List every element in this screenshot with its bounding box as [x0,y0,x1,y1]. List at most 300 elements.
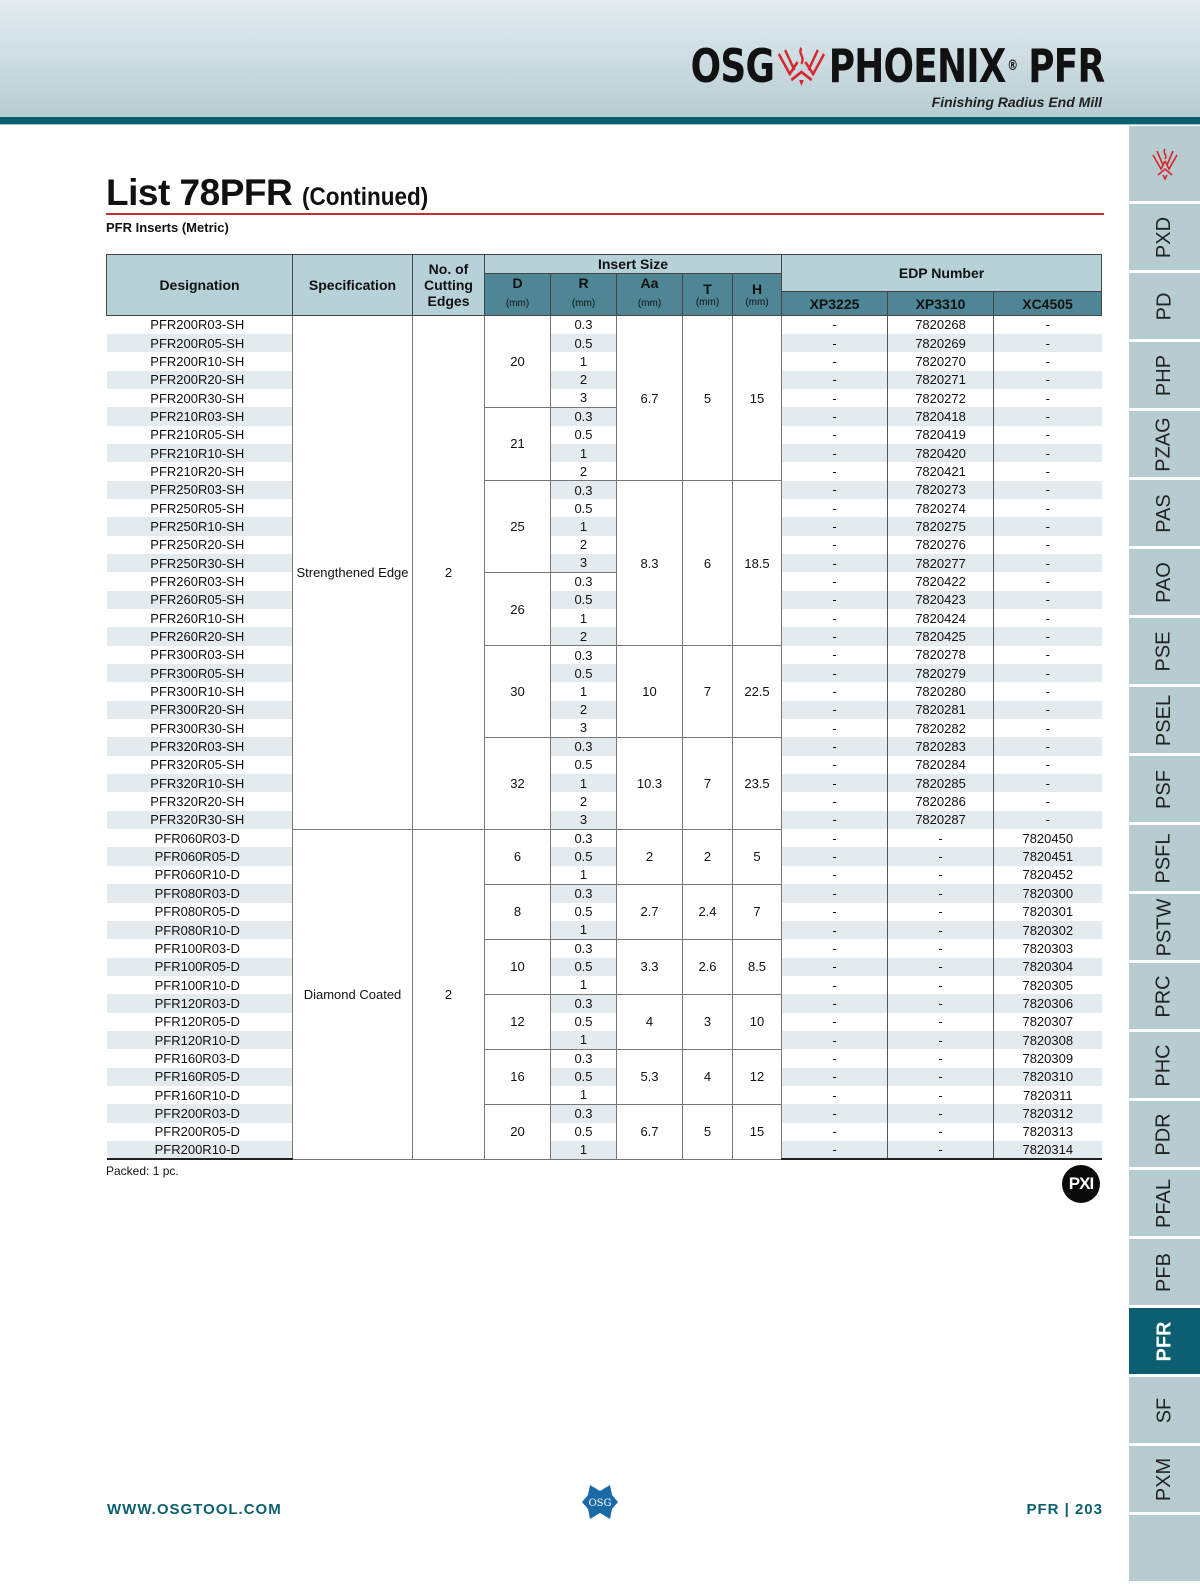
tab-label: PRC [1152,974,1175,1018]
edp-xp3310-cell: - [888,1123,994,1141]
col-edp-number: EDP Number [782,255,1102,292]
tab-pfr[interactable] [1129,1308,1200,1374]
h-cell: 18.5 [733,481,782,646]
t-cell: 5 [683,1104,733,1159]
designation-cell: PFR200R03-SH [150,317,245,333]
r-cell: 0.5 [551,664,617,682]
t-cell: 2 [683,829,733,884]
edp-xp3310-cell: 7820422 [888,572,994,590]
edp-xp3225-cell: - [782,756,888,774]
edp-xp3225-cell: - [782,921,888,939]
edp-xp3225-cell: - [782,1104,888,1122]
r-cell: 0.5 [551,591,617,609]
tab-sf[interactable] [1129,1377,1200,1443]
r-cell: 2 [551,536,617,554]
edp-xp3310-cell: 7820275 [888,517,994,535]
edp-xc4505-cell: 7820304 [994,958,1102,976]
r-cell: 1 [551,921,617,939]
table-row [107,1013,1102,1031]
designation-cell: PFR300R03-SH [150,647,245,663]
table-row [107,701,1102,719]
designation-cell: PFR320R20-SH [150,794,245,810]
edp-xc4505-cell: - [994,627,1102,645]
r-cell: 0.3 [551,939,617,957]
table-row [107,903,1102,921]
r-cell: 0.3 [551,407,617,425]
edp-xp3225-cell: - [782,517,888,535]
t-cell: 3 [683,994,733,1049]
edp-xp3225-cell: - [782,847,888,865]
edp-xc4505-cell: 7820307 [1022,1014,1074,1030]
footer-url[interactable]: WWW.OSGTOOL.COM [107,1501,282,1518]
tab-label: PFR [1153,1321,1175,1361]
table-row [107,536,1102,554]
d-cell: 10 [485,939,551,994]
tab-psel[interactable] [1129,687,1200,753]
table-row [107,591,1102,609]
edp-xp3225-cell: - [782,829,888,847]
edp-xp3225-cell: - [782,444,888,462]
edp-xp3310-cell: 7820278 [888,646,994,664]
designation-cell: PFR210R05-SH [150,427,245,443]
edp-xc4505-cell: - [1045,537,1050,553]
d-cell: 21 [485,407,551,480]
designation-cell: PFR080R05-D [154,904,240,920]
edp-xp3310-cell: - [888,1013,994,1031]
edp-xc4505-cell: 7820305 [1022,977,1074,993]
designation-cell: PFR250R20-SH [150,537,245,553]
edp-xc4505-cell: - [1045,390,1050,406]
edp-xp3225-cell: - [782,572,888,590]
h-cell: 12 [733,1049,782,1104]
aa-cell: 4 [617,994,683,1049]
table-row [107,1031,1102,1049]
edp-xp3310-cell: 7820270 [888,352,994,370]
tab-pfal[interactable] [1129,1170,1200,1236]
designation-cell: PFR260R03-SH [150,573,245,589]
edp-xc4505-cell: 7820306 [994,994,1102,1012]
r-cell: 3 [551,554,617,572]
phoenix-logo-icon [1150,147,1180,181]
edp-xp3225-cell: - [782,1068,888,1086]
col-d-unit: (mm) [485,292,551,316]
r-cell: 0.5 [551,499,617,517]
designation-cell: PFR260R10-SH [150,610,245,626]
edp-xp3310-cell: - [888,939,994,957]
tab-prc[interactable] [1129,963,1200,1029]
table-row [107,389,1102,407]
table-row [107,627,1102,645]
table-subheading: PFR Inserts (Metric) [106,220,229,235]
col-xp3225: XP3225 [782,292,888,316]
edp-xp3310-cell: 7820281 [888,701,994,719]
edp-xc4505-cell: - [994,481,1102,499]
table-row [107,499,1102,517]
r-cell: 0.3 [551,481,617,499]
col-xp3310: XP3310 [888,292,994,316]
r-cell: 1 [551,1031,617,1049]
tab-pxd[interactable] [1129,204,1200,270]
cutting-edges-cell: 2 [413,316,485,830]
edp-xp3310-cell: - [888,866,994,884]
svg-text:OSG: OSG [588,1498,612,1509]
r-cell: 0.3 [551,994,617,1012]
r-cell: 1 [551,352,617,370]
edp-xp3225-cell: - [782,939,888,957]
r-cell: 0.3 [551,316,617,334]
edp-xp3225-cell: - [782,1123,888,1141]
tab-label: PD [1152,292,1175,320]
edp-xp3225-cell: - [782,1049,888,1067]
edp-xp3310-cell: 7820423 [888,591,994,609]
edp-xp3225-cell: - [782,811,888,829]
edp-xp3310-cell: 7820424 [888,609,994,627]
edp-xp3310-cell: - [888,1086,994,1104]
tab-label: SF [1153,1397,1175,1423]
edp-xp3310-cell: - [888,976,994,994]
tab-label: PSEL [1153,694,1175,746]
tab-label: PAS [1152,493,1175,533]
r-cell: 2 [551,627,617,645]
tab-phc[interactable] [1129,1032,1200,1098]
r-cell: 1 [551,517,617,535]
edp-xc4505-cell: - [994,334,1102,352]
col-insert-size: Insert Size [485,255,782,274]
edp-xc4505-cell: 7820314 [994,1141,1102,1159]
designation-cell: PFR080R03-D [107,884,293,902]
designation-cell: PFR200R10-SH [150,353,245,369]
edp-xc4505-cell: 7820309 [1022,1050,1074,1066]
col-h [733,274,782,316]
designation-cell: PFR300R30-SH [150,720,245,736]
tab-pse[interactable] [1129,618,1200,684]
edp-xp3225-cell: - [782,609,888,627]
edp-xp3225-cell: - [782,627,888,645]
tab-label: PSF [1153,769,1175,809]
r-cell: 3 [551,811,617,829]
designation-cell: PFR160R05-D [107,1068,293,1086]
tab-label: PSE [1153,630,1175,672]
h-cell: 23.5 [733,737,782,829]
d-cell: 8 [485,884,551,939]
t-cell: 4 [683,1049,733,1104]
tab-pdr[interactable] [1129,1101,1200,1167]
designation-cell: PFR300R20-SH [107,701,293,719]
tab-psfl[interactable] [1129,825,1200,891]
edp-xc4505-cell: - [994,664,1102,682]
edp-xc4505-cell: 7820301 [1022,904,1074,920]
r-cell: 0.3 [551,829,617,847]
tab-blank[interactable] [1129,1515,1200,1581]
edp-xp3310-cell: 7820272 [888,389,994,407]
edp-xp3310-cell: 7820418 [888,407,994,425]
table-row [107,737,1102,755]
edp-xc4505-cell: - [1045,794,1050,810]
edp-xc4505-cell: 7820300 [994,884,1102,902]
edp-xp3225-cell: - [782,334,888,352]
edp-xc4505-cell: - [1045,427,1050,443]
table-row [107,664,1102,682]
table-row [107,407,1102,425]
r-cell: 2 [551,792,617,810]
t-cell: 7 [683,646,733,738]
r-cell: 1 [551,1141,617,1159]
edp-xp3225-cell: - [782,903,888,921]
edp-xc4505-cell: 7820450 [1022,830,1074,846]
col-cutting-edges: No. of Cutting Edges [413,255,485,316]
tab-pas[interactable] [1129,480,1200,546]
col-d: D [485,274,551,292]
edp-xp3310-cell: 7820421 [888,462,994,480]
edp-xp3310-cell: - [888,921,994,939]
packed-note: Packed: 1 pc. [106,1164,179,1178]
edp-xc4505-cell: 7820308 [994,1031,1102,1049]
edp-xp3310-cell: 7820279 [888,664,994,682]
tab-label: PZAG [1152,416,1175,472]
designation-cell: PFR320R30-SH [107,811,293,829]
r-cell: 1 [551,444,617,462]
page-title [106,172,442,214]
designation-cell: PFR250R10-SH [107,517,293,535]
designation-cell: PFR320R10-SH [107,774,293,792]
designation-cell: PFR200R10-D [107,1141,293,1159]
col-aa-unit: (mm) [617,292,683,316]
table-row [107,774,1102,792]
tab-php[interactable] [1129,342,1200,408]
r-cell: 0.3 [551,1049,617,1067]
table-row [107,334,1102,352]
edp-xc4505-cell: 7820313 [1022,1124,1074,1140]
edp-xp3310-cell: - [888,829,994,847]
edp-xp3225-cell: - [782,682,888,700]
designation-cell: PFR250R05-SH [150,500,245,516]
edp-xp3225-cell: - [782,994,888,1012]
edp-xc4505-cell: 7820311 [1022,1087,1073,1103]
edp-xp3310-cell: - [888,994,994,1012]
t-cell: 2.6 [683,939,733,994]
r-cell: 1 [551,1086,617,1104]
edp-xp3310-cell: - [888,903,994,921]
edp-xp3310-cell: 7820285 [888,774,994,792]
aa-cell: 5.3 [617,1049,683,1104]
edp-xc4505-cell: - [994,774,1102,792]
edp-xp3310-cell: 7820268 [888,316,994,334]
table-row [107,829,1102,847]
tab-pfb[interactable] [1129,1239,1200,1305]
edp-xp3310-cell: 7820425 [888,627,994,645]
tab-label: PSFL [1153,832,1175,884]
aa-cell: 10.3 [617,737,683,829]
edp-xp3225-cell: - [782,426,888,444]
d-cell: 6 [485,829,551,884]
table-row [107,462,1102,480]
aa-cell: 6.7 [617,316,683,481]
h-cell: 5 [733,829,782,884]
designation-cell: PFR100R03-D [154,940,240,956]
col-r: R [551,274,617,292]
edp-xp3225-cell: - [782,719,888,737]
col-designation: Designation [107,255,293,316]
edp-xp3310-cell: 7820284 [888,756,994,774]
r-cell: 0.3 [551,1104,617,1122]
d-cell: 20 [485,316,551,408]
tab-label: PAO [1152,561,1175,603]
header-divider [0,117,1200,125]
table-row [107,939,1102,957]
edp-xp3225-cell: - [782,976,888,994]
designation-cell: PFR080R10-D [107,921,293,939]
table-row [107,756,1102,774]
table-row [107,958,1102,976]
d-cell: 12 [485,994,551,1049]
tab-home[interactable] [1129,126,1200,201]
brand-logo [574,40,1104,92]
designation-cell: PFR210R20-SH [150,463,245,479]
designation-cell: PFR100R10-D [154,977,240,993]
r-cell: 0.5 [551,426,617,444]
brand-subtitle: Finishing Radius End Mill [931,94,1102,110]
edp-xp3310-cell: - [888,1104,994,1122]
edp-xp3225-cell: - [782,499,888,517]
col-aa: Aa [617,274,683,292]
edp-xc4505-cell: - [994,591,1102,609]
edp-xp3225-cell: - [782,774,888,792]
r-cell: 0.5 [551,334,617,352]
tab-psf[interactable] [1129,756,1200,822]
col-r-unit: (mm) [551,292,617,316]
edp-xc4505-cell: - [1045,463,1050,479]
h-cell: 15 [733,1104,782,1159]
table-row [107,976,1102,994]
aa-cell: 2.7 [617,884,683,939]
edp-xp3225-cell: - [782,591,888,609]
t-cell: 6 [683,481,733,646]
r-cell: 3 [551,719,617,737]
specification-cell: Diamond Coated [293,829,413,1159]
title-main: List 78PFR [106,172,293,213]
designation-cell: PFR260R20-SH [107,627,293,645]
specification-cell: Strengthened Edge [293,316,413,830]
edp-xp3310-cell: 7820271 [888,371,994,389]
table-row [107,866,1102,884]
title-suffix: (Continued) [302,183,429,211]
r-cell: 1 [551,774,617,792]
table-row [107,1123,1102,1141]
page-header [0,0,1200,118]
h-cell: 8.5 [733,939,782,994]
r-cell: 1 [551,609,617,627]
edp-xc4505-cell: - [994,811,1102,829]
col-h-unit: (mm) [745,297,769,308]
table-row [107,426,1102,444]
designation-cell: PFR210R10-SH [107,444,293,462]
r-cell: 3 [551,389,617,407]
table-row [107,481,1102,499]
edp-xp3310-cell: - [888,884,994,902]
t-cell: 7 [683,737,733,829]
edp-xc4505-cell: - [994,444,1102,462]
table-row [107,1141,1102,1159]
title-underline [106,213,1104,215]
designation-cell: PFR260R05-SH [107,591,293,609]
edp-xp3310-cell: 7820282 [888,719,994,737]
edp-xp3225-cell: - [782,481,888,499]
edp-xp3225-cell: - [782,792,888,810]
edp-xc4505-cell: - [994,371,1102,389]
edp-xc4505-cell: - [1045,757,1050,773]
phoenix-logo-icon [775,44,826,88]
edp-xc4505-cell: - [1045,647,1050,663]
aa-cell: 10 [617,646,683,738]
designation-cell: PFR200R03-D [107,1104,293,1122]
table-row [107,371,1102,389]
tab-pao[interactable] [1129,549,1200,615]
designation-cell: PFR320R05-SH [150,757,245,773]
designation-cell: PFR120R10-D [107,1031,293,1049]
tab-pd[interactable] [1129,273,1200,339]
r-cell: 0.3 [551,884,617,902]
edp-xc4505-cell: - [1045,684,1050,700]
d-cell: 32 [485,737,551,829]
r-cell: 2 [551,701,617,719]
designation-cell: PFR160R03-D [154,1050,240,1066]
designation-cell: PFR320R03-SH [107,737,293,755]
r-cell: 0.5 [551,847,617,865]
col-t-unit: (mm) [695,297,720,308]
edp-xc4505-cell: 7820302 [994,921,1102,939]
r-cell: 0.5 [551,1123,617,1141]
table-row [107,316,1102,334]
brand-product: PFR [1027,39,1104,93]
table-row [107,682,1102,700]
edp-xc4505-cell: - [1045,573,1050,589]
aa-cell: 3.3 [617,939,683,994]
r-cell: 0.5 [551,756,617,774]
designation-cell: PFR250R03-SH [107,481,293,499]
edp-xp3310-cell: 7820274 [888,499,994,517]
table-row [107,1104,1102,1122]
edp-xp3225-cell: - [782,371,888,389]
section-tabs [1129,126,1200,1584]
d-cell: 16 [485,1049,551,1104]
tab-pzag[interactable] [1129,411,1200,477]
r-cell: 0.5 [551,1068,617,1086]
designation-cell: PFR200R05-D [154,1124,240,1140]
edp-xp3310-cell: - [888,1031,994,1049]
edp-xc4505-cell: - [994,737,1102,755]
tab-label: PFAL [1152,1178,1175,1228]
edp-xc4505-cell: 7820452 [1022,867,1074,883]
edp-xp3225-cell: - [782,1086,888,1104]
edp-xp3225-cell: - [782,1031,888,1049]
edp-xc4505-cell: - [1045,720,1050,736]
edp-xp3225-cell: - [782,1141,888,1159]
edp-xp3225-cell: - [782,646,888,664]
edp-xp3310-cell: - [888,1049,994,1067]
edp-xp3225-cell: - [782,1013,888,1031]
r-cell: 2 [551,371,617,389]
designation-cell: PFR160R10-D [154,1087,240,1103]
table-row [107,1086,1102,1104]
r-cell: 2 [551,462,617,480]
tab-pstw[interactable] [1129,894,1200,960]
edp-xp3310-cell: 7820287 [888,811,994,829]
edp-xp3225-cell: - [782,462,888,480]
tab-pxm[interactable] [1129,1446,1200,1512]
table-row [107,811,1102,829]
aa-cell: 8.3 [617,481,683,646]
tab-label: PHC [1152,1043,1175,1087]
